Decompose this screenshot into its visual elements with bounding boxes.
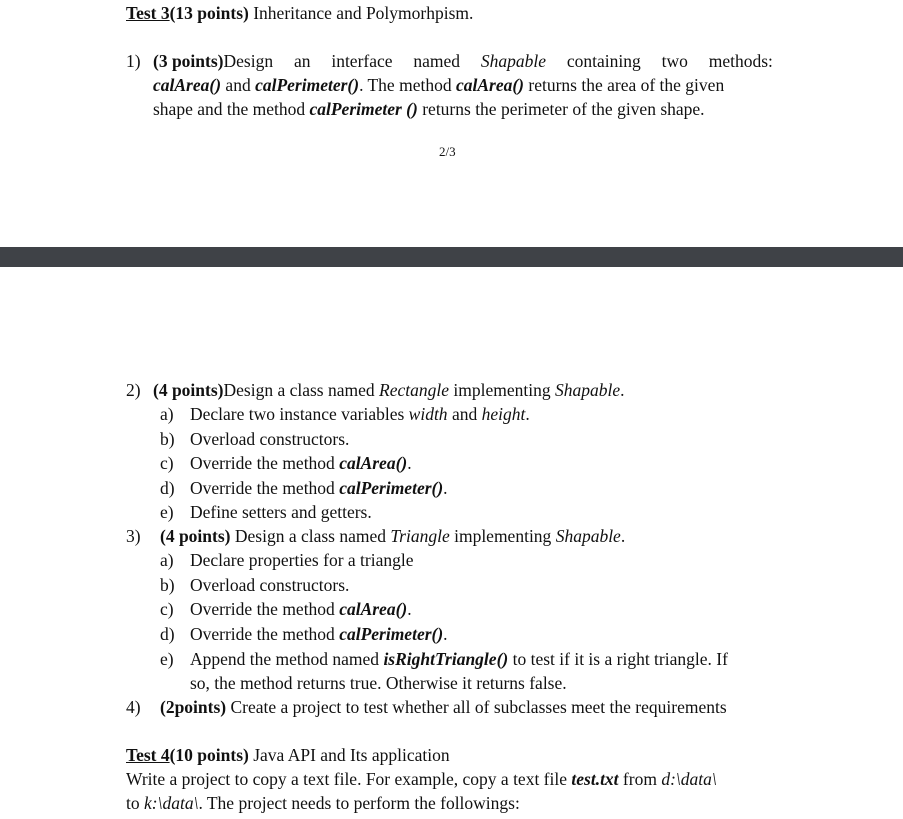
- q1-word: (3 points)Design: [153, 51, 274, 71]
- q2-b-label: b): [160, 429, 175, 449]
- test3-points: (13 points): [169, 3, 249, 23]
- q3-e-text: Append the method named isRightTriangle() to test if it is a right triangle. If: [190, 649, 728, 669]
- page-separator: [0, 247, 903, 267]
- q3-c-text: Override the method calArea().: [190, 599, 412, 619]
- q3-d-label: d): [160, 624, 175, 644]
- test3-label: Test 3: [126, 3, 170, 23]
- q1-number: 1): [126, 51, 141, 71]
- q3-d-text: Override the method calPerimeter().: [190, 624, 448, 644]
- q2-number: 2): [126, 380, 141, 400]
- q4-text: (2points) Create a project to test whether all of subclasses meet the requirements: [160, 697, 727, 717]
- test4-label: Test 4: [126, 745, 170, 765]
- q2-e-text: Define setters and getters.: [190, 502, 372, 522]
- q2-d-text: Override the method calPerimeter().: [190, 478, 448, 498]
- test3-heading: [126, 3, 473, 24]
- calperimeter-method: calPerimeter(): [255, 75, 360, 95]
- q3-c-label: c): [160, 599, 174, 619]
- q2-b-text: Overload constructors.: [190, 429, 350, 449]
- test3-title: Inheritance and Polymorhpism.: [248, 3, 474, 23]
- q3-e-label: e): [160, 649, 174, 669]
- q2-a-text: Declare two instance variables width and height.: [190, 404, 530, 424]
- q1-word: an: [293, 51, 311, 71]
- test4-line2: to k:\data\. The project needs to perform the followings:: [126, 793, 520, 813]
- q1-word: Shapable: [480, 51, 547, 71]
- q2-heading: (4 points)Design a class named Rectangle implementing Shapable.: [153, 380, 625, 400]
- test4-heading: [126, 745, 450, 766]
- q1-line3: shape and the method calPerimeter () returns the perimeter of the given shape.: [153, 99, 705, 119]
- q3-e-text-line2: so, the method returns true. Otherwise it returns false.: [190, 673, 567, 693]
- q2-d-label: d): [160, 478, 175, 498]
- q3-b-label: b): [160, 575, 175, 595]
- q3-b-text: Overload constructors.: [190, 575, 350, 595]
- calarea-method: calArea(): [455, 75, 524, 95]
- calarea-method: calArea(): [153, 75, 222, 95]
- test4-title: Java API and Its application: [248, 745, 450, 765]
- test4-points: (10 points): [169, 745, 249, 765]
- source-path: d:\data\: [661, 769, 717, 789]
- q2-c-label: c): [160, 453, 174, 473]
- q1-line2: calArea() and calPerimeter(). The method calArea() returns the area of the given: [153, 75, 725, 95]
- q1-word: two: [661, 51, 688, 71]
- file-name: test.txt: [571, 769, 619, 789]
- q2-e-label: e): [160, 502, 174, 522]
- q2-c-text: Override the method calArea().: [190, 453, 412, 473]
- test4-line1: Write a project to copy a text file. For example, copy a text file test.txt from d:\data\: [126, 769, 717, 789]
- q3-heading: (4 points) Design a class named Triangle implementing Shapable.: [160, 526, 626, 546]
- page-number: 2/3: [439, 144, 456, 159]
- q3-number: 3): [126, 526, 141, 546]
- q1-word: containing: [566, 51, 641, 71]
- calperimeter-method: calPerimeter (): [309, 99, 418, 119]
- isrighttriangle-method: isRightTriangle(): [383, 649, 509, 669]
- q3-a-text: Declare properties for a triangle: [190, 550, 414, 570]
- q2-a-label: a): [160, 404, 174, 424]
- q3-a-label: a): [160, 550, 174, 570]
- q1-line1: [153, 51, 773, 72]
- q1-word: named: [413, 51, 461, 71]
- q1-word: methods:: [708, 51, 773, 71]
- q1-word: interface: [331, 51, 393, 71]
- q4-number: 4): [126, 697, 141, 717]
- target-path: k:\data\: [144, 793, 199, 813]
